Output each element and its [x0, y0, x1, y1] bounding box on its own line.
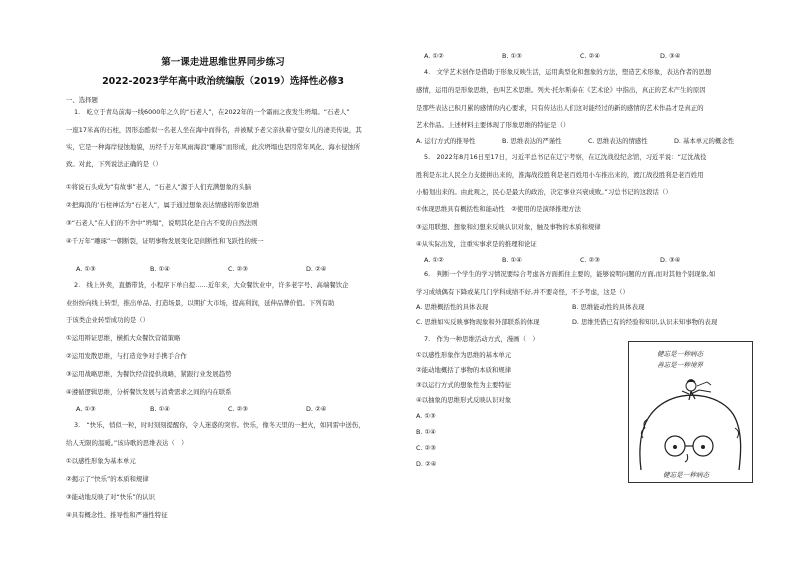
q4-line: 感情，运用的是形象思维，也叫艺术思维。列夫·托尔斯泰在《艺术论》中指出，真正的艺术产生的原因 [416, 86, 706, 94]
q2-option-c[interactable]: C. ②③ [228, 405, 248, 413]
q5-option-b[interactable]: B. ①④ [502, 256, 522, 264]
q3-option-a[interactable]: A. ①② [424, 52, 444, 60]
q6-option-b[interactable]: B. 思维能动性的具体表现 [572, 303, 645, 311]
q5-option-d[interactable]: D. ③④ [660, 256, 681, 264]
q1-option-d[interactable]: D. ②④ [306, 265, 327, 273]
q5-option-statement: ①体现思维具有概括性和能动性 ②使用的是演绎推理方法 [416, 205, 581, 213]
q5-line: 小船划出来的。由此观之，民心是最大的政治，决定事业兴衰成败。”习总书记的这段话（） [416, 188, 672, 196]
q7-line: 7. 作为一种思维活动方式，漫画（ ） [424, 335, 539, 343]
q7-option-statement: ③以运行方式的想象性为主要特征 [416, 381, 512, 389]
q3-option-statement: ②揭示了“快乐”的本质和规律 [66, 475, 149, 483]
q4-line: 艺术作品。上述材料主要体现了形象思维的特征是（） [416, 121, 570, 129]
q1-line: 实，它是一种海岸侵蚀地貌，历经千万年风雨海浪“雕琢”而形成，此次坍塌也是因常年风化、海水侵蚀所 [66, 143, 361, 151]
q3-option-b[interactable]: B. ①③ [502, 52, 522, 60]
q2-line: 2. 线上外卖，直播带货，小程序下单自提……近年来，大众餐饮业中，许多老字号、高端餐饮企 [74, 281, 349, 289]
q1-option-statement: ④千万年“雕琢”一朝断裂，证明事物发展变化是间断性和飞跃性的统一 [66, 237, 264, 245]
q2-line: 业纷纷向线上转型，推出单品、打造场景，以期扩大市场，提高利润，延伸品牌价值。下列有助 [66, 299, 335, 307]
q1-line: 一座17米高的石柱，因形态酷似一名老人坐在海中而得名，并被赋予老父亲执着守望女儿的凄美传说，其 [66, 126, 362, 134]
q5-option-statement: ④从实际出发，注重实事求是的推理和论证 [416, 240, 537, 248]
q1-option-statement: ③“石老人”在人们的不舍中“坍塌”，说明其化是自古不变的自然法则 [66, 219, 258, 227]
q5-line: 5. 2022年8月16日至17日，习近平总书记在辽宁考察，在辽沈战役纪念馆，习近平说：“辽沈战役 [424, 153, 707, 161]
q6-option-c[interactable]: C. 思维如实反映事物现象和外部联系的体现 [416, 318, 540, 326]
q5-line: 胜利是东北人民全力支援拼出来的，淮海战役胜利是老百姓用小车推出来的，渡江战役胜利是老百姓用 [416, 171, 704, 179]
q1-option-statement: ②把海浪的‘石柱神话为“石老人”，属于通过想象表达情感的形象思维 [66, 201, 260, 209]
q3-option-statement: ③能动地反映了对“快乐”的认识 [66, 493, 156, 501]
q7-option-b[interactable]: B. ①④ [416, 428, 436, 436]
q7-option-statement: ①以感性形象作为思维的基本单元 [416, 351, 512, 359]
q1-option-b[interactable]: B. ①④ [150, 265, 170, 273]
q1-option-a[interactable]: A. ①③ [76, 265, 96, 273]
q5-option-statement: ③运用联想、想象和幻想来反映认识对象，触及事物的本质和规律 [416, 223, 601, 231]
q3-option-d[interactable]: D. ③④ [660, 52, 681, 60]
page-title: 第一课走进思维世界同步练习 [161, 57, 285, 68]
q5-option-c[interactable]: C. ②③ [580, 256, 600, 264]
cartoon-caption-line-1: 健忘是一种病态 [657, 350, 704, 358]
q7-option-a[interactable]: A. ①③ [416, 412, 436, 420]
q2-option-b[interactable]: B. ①④ [150, 405, 170, 413]
cartoon-caption-bottom: 健忘是一种病态 [663, 471, 710, 479]
q4-option-b[interactable]: B. 思维表达的严谨性 [502, 137, 562, 145]
q4-option-d[interactable]: D. 基本单元的概念性 [674, 137, 735, 145]
q4-line: 4. 文学艺术创作是借助于形象反映生活，运用典型化和想象的方法，塑造艺术形象，表达作者的思想 [424, 68, 712, 76]
q3-line: 给人无限的温暖。”该诗歌的思维表达（ ） [66, 439, 188, 447]
cartoon-image [628, 341, 753, 483]
q1-option-statement: ①将说石头成为“有故事”老人，“石老人”源于人们充满想象的头脑 [66, 183, 252, 191]
q4-option-a[interactable]: A. 运行方式的推导性 [416, 137, 476, 145]
q4-line: 是那些表达已积月累的感情的内心要求，只有传达出人们这对能经过的新的感情的艺术作品才是真正的 [416, 104, 704, 112]
q2-option-statement: ③运用战略思维，为餐饮经营提供战略，紧跟行业发展趋势 [66, 370, 232, 378]
q5-option-a[interactable]: A. ①② [424, 256, 444, 264]
q1-line: 1. 屹立于青岛前海一线6000年之久的“石老人”，在2022年的一个霜雨之夜发生坍塌。“石老人” [74, 108, 350, 116]
q2-option-a[interactable]: A. ①③ [76, 405, 96, 413]
q2-option-statement: ①运用辩证思维，横抓大众餐饮营销策略 [66, 334, 181, 342]
q6-line: 6. 判断一个学生的学习情况要综合考虑各方面抓住主要的，能够说明问题的方面,而对其他个别现象,如 [424, 270, 716, 278]
cartoon-drawing [629, 342, 752, 482]
q4-option-c[interactable]: C. 思维表达的情感性 [588, 137, 648, 145]
q6-option-d[interactable]: D. 思维凭借已有的经验和知识,认识未知事物的表现 [572, 318, 718, 326]
q3-line: 3. “快乐，悄似一粒，时时刻刻提醒你，令人迷惑的突容。快乐，像冬天里的一把火，如同雷中送伤， [74, 421, 365, 429]
cartoon-caption-line-2: 善忘是一种境界 [657, 361, 704, 369]
q2-option-d[interactable]: D. ②④ [306, 405, 327, 413]
q7-option-statement: ②能动地概括了事物的本质和规律 [416, 366, 512, 374]
q6-option-a[interactable]: A. 思维概括性的具体表现 [416, 303, 489, 311]
q3-option-c[interactable]: C. ②④ [580, 52, 600, 60]
q3-option-statement: ①以感性形象为基本单元 [66, 457, 136, 465]
q1-line: 致。对此，下列说法正确的是（） [66, 160, 162, 168]
q1-option-c[interactable]: C. ②③ [228, 265, 248, 273]
q6-line: 学习成绩偶有下降或某几门学科成绩不好,并不要奇怪，不予考虑，这是（） [416, 288, 629, 296]
q7-option-statement: ④以抽象的思维形式反映认识对象 [416, 396, 512, 404]
page-subtitle: 2022-2023学年高中政治统编版（2019）选择性必修3 [102, 76, 344, 87]
q7-option-c[interactable]: C. ②③ [416, 444, 436, 452]
q2-option-statement: ④遵循逻辑思维，分析餐饮发展与消费需求之间的内在联系 [66, 388, 232, 396]
q2-option-statement: ②运用发散思维，与打造竞争对手携手合作 [66, 352, 187, 360]
q2-line: 于该类企业转型成功的是（） [66, 316, 150, 324]
section-heading: 一、选择题 [66, 96, 98, 104]
q7-option-d[interactable]: D. ②④ [416, 460, 437, 468]
q3-option-statement: ④具有概念性、推导性和严谨性特征 [66, 511, 168, 519]
